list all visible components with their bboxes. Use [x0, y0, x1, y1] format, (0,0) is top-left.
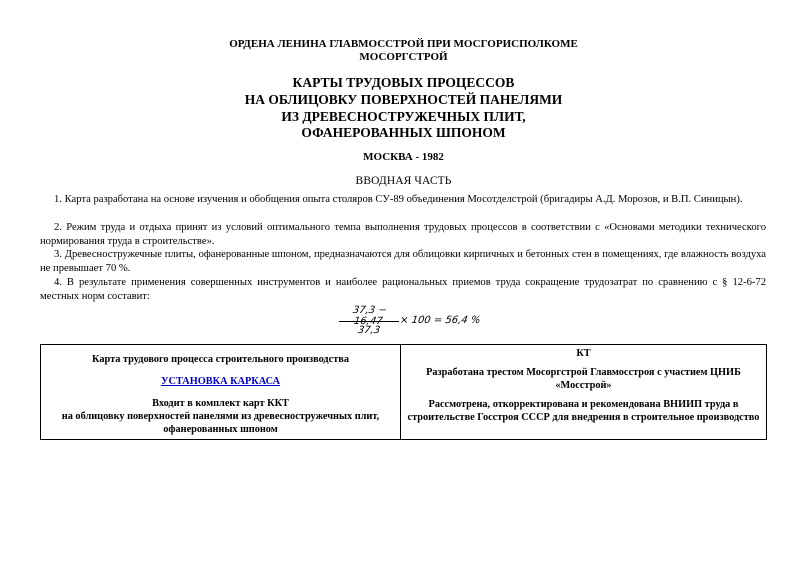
card-title: Карта трудового процесса строительного производства [92, 354, 349, 365]
title-line-3: ИЗ ДРЕВЕСНОСТРУЖЕЧНЫХ ПЛИТ, [281, 109, 526, 124]
organization-line-1: ОРДЕНА ЛЕНИНА ГЛАВМОССТРОЙ ПРИ МОСГОРИСПОЛКОМЕ [229, 38, 578, 50]
formula-denominator: 37,3 [357, 325, 381, 336]
card-info-table [40, 344, 767, 440]
formula-result: × 100 = 56,4 % [399, 315, 482, 326]
city-year: МОСКВА - 1982 [363, 151, 444, 163]
card-reviewed-by: Рассмотрена, откорректирована и рекомендована ВНИИП труда в строительстве Госстроя СССР для внедрения в строительное производство [407, 399, 760, 423]
title-line-4: ОФАНЕРОВАННЫХ ШПОНОМ [301, 125, 506, 140]
fraction-bar [339, 321, 399, 322]
title-line-2: НА ОБЛИЦОВКУ ПОВЕРХНОСТЕЙ ПАНЕЛЯМИ [244, 92, 563, 107]
title-line-1: КАРТЫ ТРУДОВЫХ ПРОЦЕССОВ [292, 75, 515, 90]
card-right-cell [401, 345, 767, 440]
card-set-line: Входит в комплект карт ККТ [152, 398, 289, 409]
paragraph-1: 1. Карта разработана на основе изучения и обобщения опыта столяров СУ-89 объединения Мосотделстрой (бригадиры А.Д. Морозов, и В.П. Синицын). [54, 194, 743, 205]
card-developed-by: Разработана трестом Мосоргстрой Главмосстроя с участием ЦНИБ «Мосстрой» [426, 367, 741, 391]
card-set-description: на облицовку поверхностей панелями из древесностружечных плит, офанерованных шпоном [61, 411, 380, 435]
paragraph-3: 3. Древесностружечные плиты, офанерованные шпоном, предназначаются для облицовки кирпичных и бетонных стен в помещениях, где влажность воздуха не превышает 70 %. [40, 249, 766, 274]
card-left-cell [41, 345, 401, 440]
formula [339, 305, 499, 341]
section-title: ВВОДНАЯ ЧАСТЬ [355, 175, 452, 187]
formula-numerator: 37,3 − [352, 305, 388, 316]
organization-line-2: МОСОРГСТРОЙ [359, 51, 448, 63]
card-code: КТ [576, 348, 591, 359]
card-link-ustanovka-karkasa[interactable]: УСТАНОВКА КАРКАСА [160, 376, 281, 387]
paragraph-4: 4. В результате применения совершенных инструментов и наиболее рациональных приемов труда сокращение трудозатрат по сравнению с § 12-6-72 местных норм составит: [40, 277, 766, 302]
paragraph-2: 2. Режим труда и отдыха принят из условий оптимального темпа выполнения трудовых процессов в соответствии с «Основами методики технического нормирования труда в строительстве». [40, 222, 766, 247]
